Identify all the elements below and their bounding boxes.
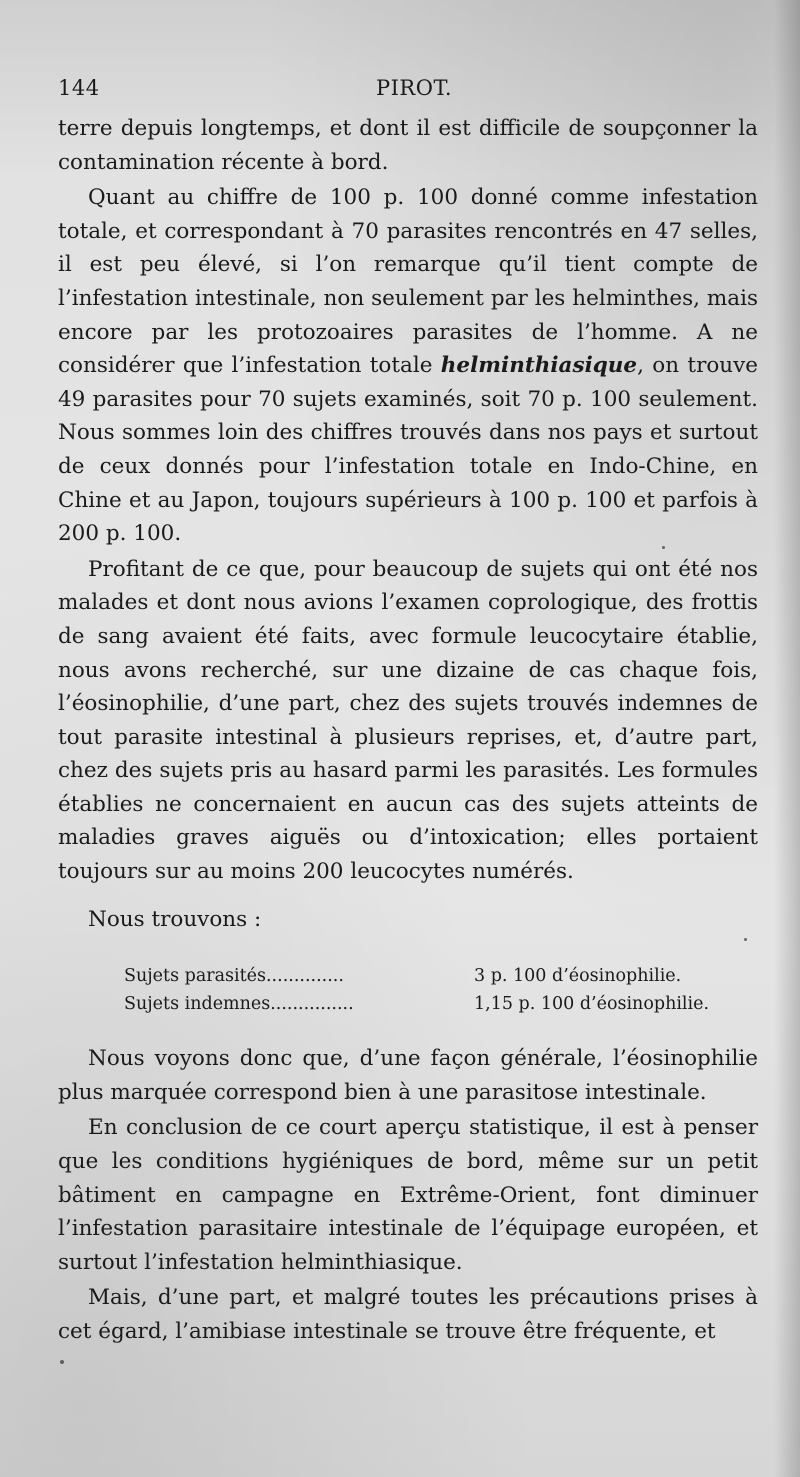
paragraph-nous-trouvons: Nous trouvons : xyxy=(88,906,262,932)
paragraph-conclusion: En conclusion de ce court aperçu statistique, il est à penser que les conditions hygiéniques de bord, même sur un petit bâtiment en campagne en Extrême-Orient, font diminuer l’infestation parasitaire intestinale de l’équipage européen, et surtout l’infestation helminthiasique. xyxy=(58,1115,758,1275)
paragraph-eosinophilia: Profitant de ce que, pour beaucoup de sujets qui ont été nos malades et dont nous avions l’examen coprologique, des frottis de sang avaient été faits, avec formule leucocytaire établie, nous avons recherché, sur une dizaine de cas chaque fois, l’éosinophilie, d’une part, chez des sujets trouvés indemnes de tout parasite intestinal à plusieurs reprises, et, d’autre part, chez des sujets pris au hasard parmi les parasités. Les formules établies ne concernaient en aucun cas des sujets atteints de maladies graves aiguës ou d’intoxication; elles portaient toujours sur au moins 200 leucocytes numérés. xyxy=(58,556,758,885)
results-table xyxy=(124,962,758,1018)
scan-speck xyxy=(662,546,665,549)
row-value: 1,15 p. 100 d’éosinophilie. xyxy=(474,994,710,1015)
table-row xyxy=(124,962,734,990)
row-value: 3 p. 100 d’éosinophilie. xyxy=(474,966,682,987)
paragraph-continuation: terre depuis longtemps, et dont il est difficile de soupçonner la contamination récente à bord. xyxy=(58,116,758,175)
paragraph-text: , on trouve 49 parasites pour 70 sujets examinés, soit 70 p. 100 seulement. Nous sommes loin des chiffres trouvés dans nos pays et surtout de ceux donnés pour l’infestation totale en Indo-Chine, en Chine et au Japon, toujours supérieurs à 100 p. 100 et parfois à 200 p. 100. xyxy=(58,353,759,547)
paragraph-conclusion-eosinophilia: Nous voyons donc que, d’une façon générale, l’éosinophilie plus marquée correspond bien à une parasitose intestinale. xyxy=(58,1046,758,1105)
running-head: PIROT. xyxy=(376,76,453,100)
page-edge-shadow xyxy=(774,0,800,1477)
paragraph-amibiase: Mais, d’une part, et malgré toutes les précautions prises à cet égard, l’amibiase intestinale se trouve être fréquente, et xyxy=(58,1285,758,1344)
paragraph-text: Quant au chiffre de 100 p. 100 donné comme infestation totale, et correspondant à 70 parasites rencontrés en 47 selles, il est peu élevé, si l’on remarque qu’il tient compte de l’infestation intestinale, non seulement par les helminthes, mais encore par les protozoaires parasites de l’homme. A ne considérer que l’infestation totale xyxy=(58,185,758,379)
emphasis-helminthiasique: helminthiasique xyxy=(440,353,638,379)
scan-speck xyxy=(60,1360,64,1364)
page-header xyxy=(58,76,758,106)
scan-speck xyxy=(744,938,747,941)
row-label: Sujets indemnes............... xyxy=(124,994,354,1015)
table-row xyxy=(124,990,734,1018)
page-number: 144 xyxy=(58,76,100,100)
body-text xyxy=(58,112,758,1349)
paragraph-infestation xyxy=(58,181,758,551)
row-label: Sujets parasités.............. xyxy=(124,966,344,987)
